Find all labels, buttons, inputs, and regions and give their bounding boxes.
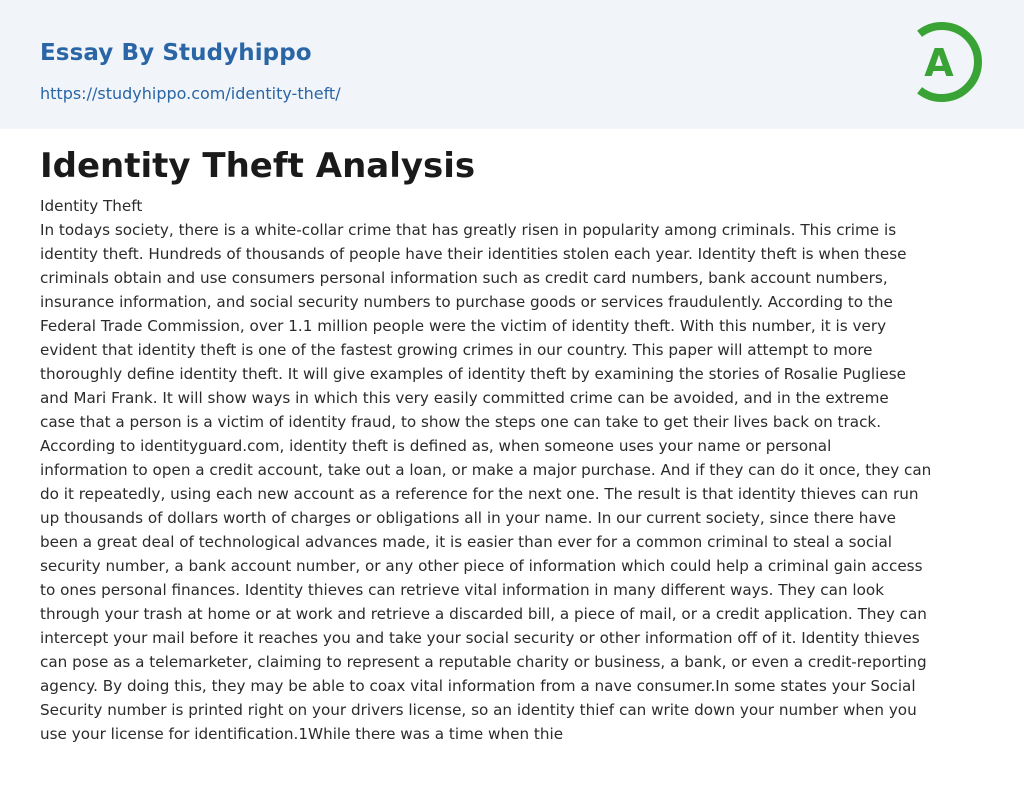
essay-text-line: Security number is printed right on your drivers license, so an identity thief can write down your number when you [40,701,917,719]
essay-text-line: up thousands of dollars worth of charges or obligations all in your name. In our current society, since there have [40,509,897,527]
essay-text-line: intercept your mail before it reaches you and take your social security or other information off of it. Identity thieves [40,629,920,647]
essay-text-line: can pose as a telemarketer, claiming to represent a reputable charity or business, a bank, or even a credit-reporting [40,653,927,671]
essay-text-line: agency. By doing this, they may be able to coax vital information from a nave consumer.In some states your Social [40,677,916,695]
essay-text-line: do it repeatedly, using each new account as a reference for the next one. The result is that identity thieves can run [40,485,919,503]
essay-text-line: been a great deal of technological advances made, it is easier than ever for a common criminal to steal a social [40,533,892,551]
essay-text-line: information to open a credit account, take out a loan, or make a major purchase. And if they can do it once, they can [40,461,932,479]
essay-text-line: criminals obtain and use consumers personal information such as credit card numbers, bank account numbers, [40,269,888,287]
essay-text-line: case that a person is a victim of identity fraud, to show the steps one can take to get their lives back on track. [40,413,882,431]
essay-text-line: security number, a bank account number, or any other piece of information which could help a criminal gain access [40,557,923,575]
essay-text-line: Federal Trade Commission, over 1.1 million people were the victim of identity theft. With this number, it is very [40,317,887,335]
essay-subheading: Identity Theft [40,197,143,215]
brand-title[interactable]: Essay By Studyhippo [40,40,312,66]
essay-text-line: thoroughly define identity theft. It will give examples of identity theft by examining the stories of Rosalie Pugliese [40,365,906,383]
essay-text-line: and Mari Frank. It will show ways in which this very easily committed crime can be avoided, and in the extreme [40,389,889,407]
essay-text-line: to ones personal finances. Identity thieves can retrieve vital information in many different ways. They can look [40,581,885,599]
essay-body [40,194,985,746]
site-header [0,0,1024,129]
essay-text-line: evident that identity theft is one of the fastest growing crimes in our country. This paper will attempt to more [40,341,873,359]
essay-text-line: use your license for identification.1While there was a time when thie [40,725,564,743]
essay-text-line: identity theft. Hundreds of thousands of people have their identities stolen each year. Identity theft is when these [40,245,907,263]
essay-text-line: insurance information, and social security numbers to purchase goods or services fraudulently. According to the [40,293,893,311]
essay-text-line: through your trash at home or at work and retrieve a discarded bill, a piece of mail, or a credit application. They can [40,605,927,623]
page-title: Identity Theft Analysis [40,146,476,186]
essay-text-line: In todays society, there is a white-collar crime that has greatly risen in popularity among criminals. This crime is [40,221,897,239]
essay-text-line: According to identityguard.com, identity theft is defined as, when someone uses your name or personal [40,437,832,455]
logo-letter: A [924,41,954,85]
essay-url-link[interactable]: https://studyhippo.com/identity-theft/ [40,84,341,103]
studyhippo-logo-icon[interactable] [907,18,987,106]
